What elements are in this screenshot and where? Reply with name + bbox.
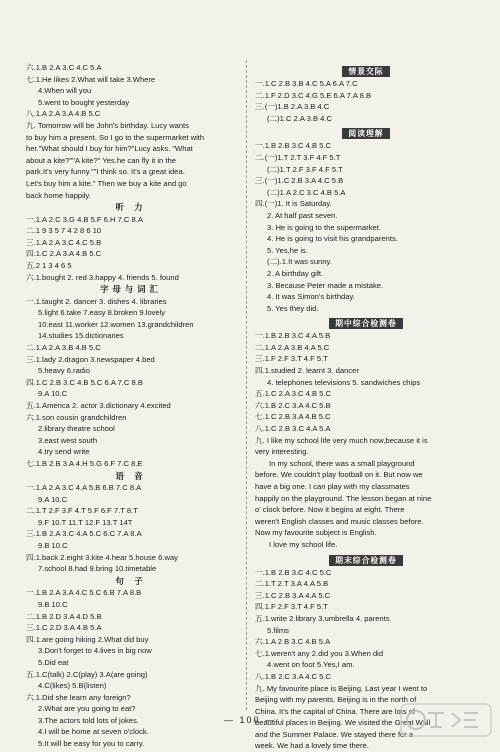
answer-line: 六.1.B 2.A 3.C 4.C 5.A [26, 63, 102, 72]
answer-line: 4.When will you [38, 86, 92, 96]
answer-line: 二.1.T 2.T 3.A 4.A 5.B [255, 579, 329, 589]
answer-line: beautiful places in Beijing. We visited the Great Wall [255, 718, 431, 728]
answer-line: (二).1.It was sunny. [267, 257, 332, 267]
answer-line: her."What should I buy for him?"Lucy asks. "What [26, 144, 193, 154]
answer-line: 4.went on foot 5.Yes,I am. [267, 660, 355, 670]
answer-line: 三.1.F 2.F 3.T 4.F 5.T [255, 354, 328, 364]
answer-line: 2.What are you going to eat? [38, 704, 136, 714]
answer-line: 二.1.A 2.A 3.B 4.A 5.C [255, 342, 330, 352]
answer-line: 五.1.C 2.A 3.C 4.B 5.C [255, 389, 331, 399]
answer-line: 二.(一)1.T 2.T 3.F 4.F 5.T [255, 152, 341, 162]
section-box-label: 期中综合检测卷 [329, 318, 403, 329]
answer-line: 5.light 6.take 7.easy 8.broken 9.lovely [38, 308, 166, 318]
answer-line: 3. He is going to the supermarket. [267, 222, 381, 232]
answer-line: 三.1.B 2.A 3.C 4.A 5.C 6.C 7.A 8.A [26, 529, 142, 539]
answer-line: 五.2 1 3 4 6 5 [26, 261, 72, 270]
answer-line: (二)1.T 2.F 3.F 4.F 5.T [267, 164, 343, 174]
answer-line: 二.1.T 2.F 3.F 4.T 5.F 6.F 7.T 8.T [26, 506, 138, 516]
answer-line: 4.I will be home at seven o'clock. [38, 727, 149, 737]
answer-line: 四.1.are going hiking 2.What did buy [26, 634, 149, 644]
answer-line: 七.1.weren't any 2.did you 3.When did [255, 648, 384, 658]
section-box-heading [255, 64, 477, 77]
answer-line: 四.1.studied 2. learnt 3. dancer [255, 366, 359, 376]
answer-line: 二.1 9 3 5 7 4 2 8 6 10 [26, 226, 102, 236]
answer-line: 六.1.bought 2. red 3.happy 4. friends 5. found [26, 272, 179, 282]
answer-line: 4. It was Simon's birthday. [267, 292, 355, 302]
answer-line: 5. Yes,he is. [267, 245, 308, 255]
answer-line: 14.studies 15.dictionaries [38, 331, 124, 341]
answer-line: 一.1.taught 2. dancer 3. dishes 4. libraries [26, 296, 167, 306]
section-box-label: 情景交际 [342, 66, 389, 77]
answer-line: 5.films [267, 625, 289, 635]
answer-line: 3.east west south [38, 435, 98, 445]
answer-line: 九. I like my school life very much now,because it is [255, 435, 428, 445]
section-heading: 听 力 [115, 202, 147, 213]
answer-line: 四.1.C 2.B 3.C 4.B 5.C 6.A 7.C 8.B [26, 377, 143, 387]
answer-line: 4.C(likes) 5.B(listen) [38, 681, 107, 691]
answer-line: 4.try send write [38, 447, 90, 457]
answer-line: Beijing with my parents. Beijing is in the north of [255, 695, 417, 705]
section-heading: 句 子 [115, 575, 147, 586]
answer-line: 五.1.America 2. actor 3.dictionary 4.excited [26, 401, 171, 411]
answer-line: 七.1.B 2.B 3.A 4.H 5.G 6.F 7.C 8.E [26, 459, 143, 468]
answer-line: 三.1.C 2.D 3.A 4.B 5.A [26, 623, 102, 633]
answer-line: 一.1.C 2.B 3.B 4.C 5.A 6.A 7.C [255, 79, 358, 88]
answer-line: 八.1.A 2.A 3.A 4.B 5.C [26, 109, 101, 119]
answer-line: 三.1.C 2.B 3.A 4.A 5.C [255, 590, 331, 600]
answer-line: 一.1.A 2.C 3.G 4.B 5.F 6.H 7.C 8.A [26, 214, 143, 224]
column-divider [246, 60, 247, 710]
answer-line: 七.1.He likes 2.What will take 3.Where [26, 74, 156, 84]
answer-line: 二.1.B 2.D 3.A 4.D 5.B [26, 611, 102, 621]
answer-line: I love my school life. [269, 539, 338, 549]
answer-line: 2. At half past seven. [267, 210, 338, 220]
left-column [26, 62, 236, 750]
answer-line: China. It's the capital of China. There are lots of [255, 706, 416, 716]
answer-line: 四.(一)1. It is Saturday. [255, 199, 332, 209]
answer-line: 三.(一)1.B 2.A 3.B 4.C [255, 102, 330, 112]
right-column [255, 62, 477, 752]
answer-line: 五.1.C(talk) 2.C(play) 3.A(are going) [26, 669, 148, 679]
answer-line: In my school, there was a small playground [269, 458, 415, 468]
answer-line: 六.1.Did she learn any foreign? [26, 692, 131, 702]
answer-line: 三.(一)1.C 2.B 3.A 4.C 5.B [255, 176, 344, 186]
section-heading: 字母与词汇 [100, 284, 162, 295]
answer-line: 9.F 10.T 11.T 12.F 13.T 14T [38, 517, 133, 527]
answer-line: 9.A 10.C [38, 494, 68, 504]
answer-line: weren't English classes and music classes before. [255, 516, 424, 526]
section-box-heading [255, 126, 477, 139]
answer-line: (二)1.A 2.C 3.C 4.B 5.A [267, 187, 346, 197]
answer-line: 七.1.C 2.B 3.A 4.B 5.C [255, 412, 331, 422]
answer-line: 六.1.son cousin grandchildren [26, 412, 127, 422]
answer-line: 9.A 10.C [38, 389, 68, 399]
section-box-label: 期末综合检测卷 [329, 555, 403, 566]
answer-line: happily on the playground. The lesson began at nine [255, 493, 432, 503]
answer-line: 5.It will be easy for you to carry. [38, 739, 145, 749]
answer-line: week. We had a lovely time there. [255, 741, 369, 751]
answer-line: before. We couldn't play football on it. But now we [255, 470, 423, 480]
answer-line: 4. He is going to visit his grandparents. [267, 234, 398, 244]
answer-line: 五.1.write 2.library 3.umbrella 4. parents [255, 613, 390, 623]
answer-line: very interesting. [255, 447, 309, 457]
answer-line: 4. telephones televisions 5. sandwiches chips [267, 377, 421, 387]
section-heading: 语 音 [115, 470, 147, 481]
answer-line: park.It's very funny.""I think so. It's a great idea. [26, 167, 185, 177]
answer-line: 三.1.lady 2.dragon 3.newspaper 4.bed [26, 354, 155, 364]
answer-line: 10.east 11.worker 12.women 13.grandchildren [38, 319, 194, 329]
answer-line: 5.Did eat [38, 657, 69, 667]
answer-line: 四.1.back 2.eight 3.kite 4.hear 5.house 6.way [26, 552, 178, 562]
answer-line: 九. Tomorrow will be John's birthday. Lucy wants [26, 120, 189, 130]
answer-line: 9.B 10.C [38, 541, 68, 551]
answer-line: 六.1.A 2.B 3.C 4.B 5.A [255, 637, 331, 647]
answer-line: 四.1.C 2.A 3.A 4.B 5.C [26, 249, 102, 259]
answer-line: 一.1.B 2.B 3.C 4.B 5.C [255, 141, 331, 151]
section-box-heading [255, 316, 477, 329]
answer-line: 3.The actors told lots of jokes. [38, 715, 139, 725]
answer-line: 六.1.B 2.C 3.A 4.C 5.B [255, 400, 331, 410]
answer-line: 5.heavy 6.radio [38, 366, 90, 376]
page-number: — 100 — [223, 715, 277, 725]
answer-line: 3. Because Peter made a mistake. [267, 280, 384, 290]
answer-line: about a kite?""A kite?" Yes.he can fly it in the [26, 155, 176, 165]
answer-line: 九. My favourite place is Beijing. Last year I went to [255, 683, 428, 693]
answer-line: 一.1.B 2.A 3.A 4.C 5.C 6.B 7.A 8.B [26, 588, 142, 598]
answer-line: 2.library theatre school [38, 424, 115, 434]
answer-line: 一.1.B 2.B 3.C 4.A 5.B [255, 331, 331, 341]
answer-line: 一.1.B 2.B 3.C 4.C 5.C [255, 567, 332, 577]
section-box-label: 阅读理解 [342, 128, 389, 139]
answer-line: back home happily. [26, 190, 91, 200]
answer-line: 一.1.A 2.A 3.C 4.A 5.B 6.B 7.C 8.A [26, 483, 142, 493]
section-box-heading [255, 553, 477, 566]
answer-line: 5.went to bought yesterday [38, 97, 130, 107]
answer-line: 二.1.A 2.A 3.B 4.B 5.C [26, 343, 101, 353]
answer-line: (二)1.C 2.A 3.B 4.C [267, 113, 332, 123]
answer-line: 三.1.A 2.A 3.C 4.C 5.B [26, 237, 102, 247]
answer-line: 5. Yes they did. [267, 303, 319, 313]
answer-line: 7.school 8.had 9.bring 10.timetable [38, 564, 157, 574]
answer-line: 四.1.F 2.F 3.T 4.F 5.T [255, 602, 328, 612]
answer-line: to buy him a present. So I go to the supermarket with [26, 132, 205, 142]
answer-line: 9.B 10.C [38, 599, 68, 609]
answer-line: Let's buy him a kite." Then we buy a kite and go [26, 178, 187, 188]
watermark-logo [400, 703, 492, 737]
answer-line: have a big one. I can play with my classmates [255, 482, 410, 491]
answer-line: 二.1.F 2.D 3.C 4.G 5.E 6.A 7.A 8.B [255, 90, 372, 100]
answer-line: o' clock before. Now it begins at eight. There [255, 505, 405, 515]
answer-line: 八.1.C 2.B 3.C 4.A 5.A [255, 424, 331, 434]
answer-line: Now my favourite subject is English. [255, 528, 377, 538]
answer-line: 八.1.B 2.C 3.A 4.C 5.C [255, 671, 331, 681]
answer-line: 2. A birthday gift. [267, 268, 324, 278]
answer-line: 3.Don't forget to 4.lives in big now [38, 646, 152, 656]
answer-line: and the Summer Palace. We stayed there for a [255, 729, 414, 739]
